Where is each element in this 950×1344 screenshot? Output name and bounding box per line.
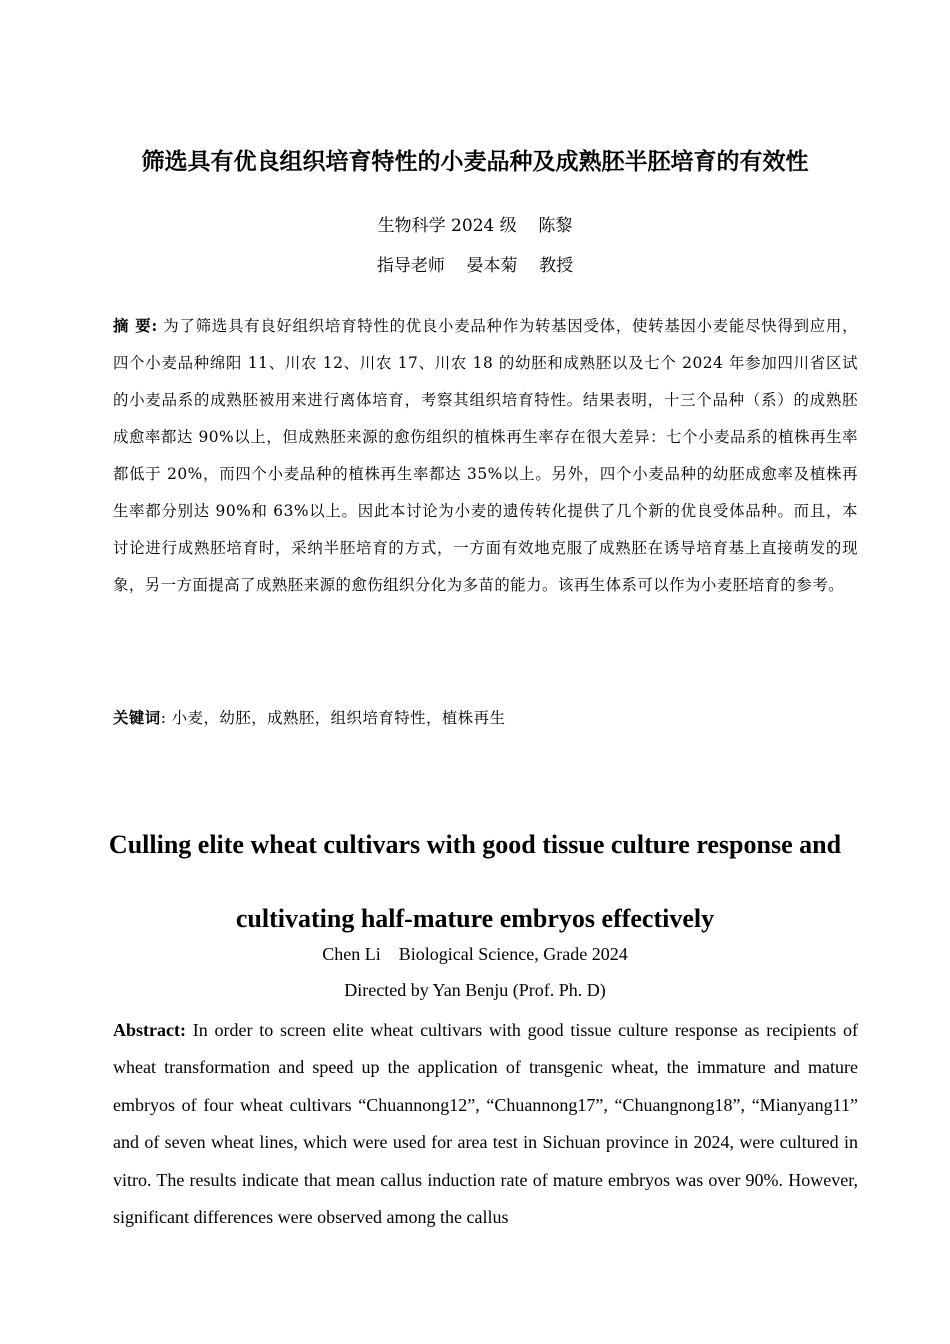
chinese-keywords-text: : 小麦，幼胚，成熟胚，组织培育特性，植株再生 (160, 709, 506, 727)
english-abstract-text: In order to screen elite wheat cultivars with good tissue culture response as recipients of wheat transformation and speed up the application of transgenic wheat, the immature and mature embryos of four wheat cultivars “Chuannong12”, “Chuannong17”, “Chuangnong18”, “Mianyang11” and of seven wheat lines, which were used for area test in Sichuan province in 2024, were cultured in vitro. The results indicate that mean callus induction rate of mature embryos was over 90%. However, significant differences were observed among the callus (113, 1020, 858, 1228)
chinese-title: 筛选具有优良组织培育特性的小麦品种及成熟胚半胚培育的有效性 (141, 149, 809, 175)
english-abstract-label: Abstract: (113, 1020, 186, 1040)
chinese-keywords (113, 702, 858, 734)
chinese-abstract (113, 308, 858, 604)
english-abstract (113, 1012, 858, 1236)
chinese-author-line: 生物科学 2024 级 陈黎 (377, 216, 573, 236)
chinese-keywords-label: 关键词 (113, 709, 161, 727)
english-author-line: Chen Li Biological Science, Grade 2024 (322, 944, 628, 964)
chinese-advisor-line: 指导老师 晏本菊 教授 (376, 256, 574, 276)
english-title: Culling elite wheat cultivars with good tissue culture response and cultivating half-mature embryos effectively (108, 830, 842, 933)
english-advisor-line: Directed by Yan Benju (Prof. Ph. D) (344, 980, 606, 1000)
chinese-abstract-text: 为了筛选具有良好组织培育特性的优良小麦品种作为转基因受体，使转基因小麦能尽快得到应用，四个小麦品种绵阳 11、川农 12、川农 17、川农 18 的幼胚和成熟胚以及七个 2024 年参加四川省区试的小麦品系的成熟胚被用来进行离体培育，考察其组织培育特性。结果表明，十三个品种（系）的成熟胚成愈率都达 90%以上，但成熟胚来源的愈伤组织的植株再生率存在很大差异：七个小麦品系的植株再生率都低于 20%，而四个小麦品种的植株再生率都达 35%以上。另外，四个小麦品种的幼胚成愈率及植株再生率都分别达 90%和 63%以上。因此本讨论为小麦的遗传转化提供了几个新的优良受体品种。而且，本讨论进行成熟胚培育时，采纳半胚培育的方式，一方面有效地克服了成熟胚在诱导培育基上直接萌发的现象，另一方面提高了成熟胚来源的愈伤组织分化为多苗的能力。该再生体系可以作为小麦胚培育的参考。 (113, 317, 858, 594)
chinese-abstract-label: 摘 要: (113, 317, 158, 335)
